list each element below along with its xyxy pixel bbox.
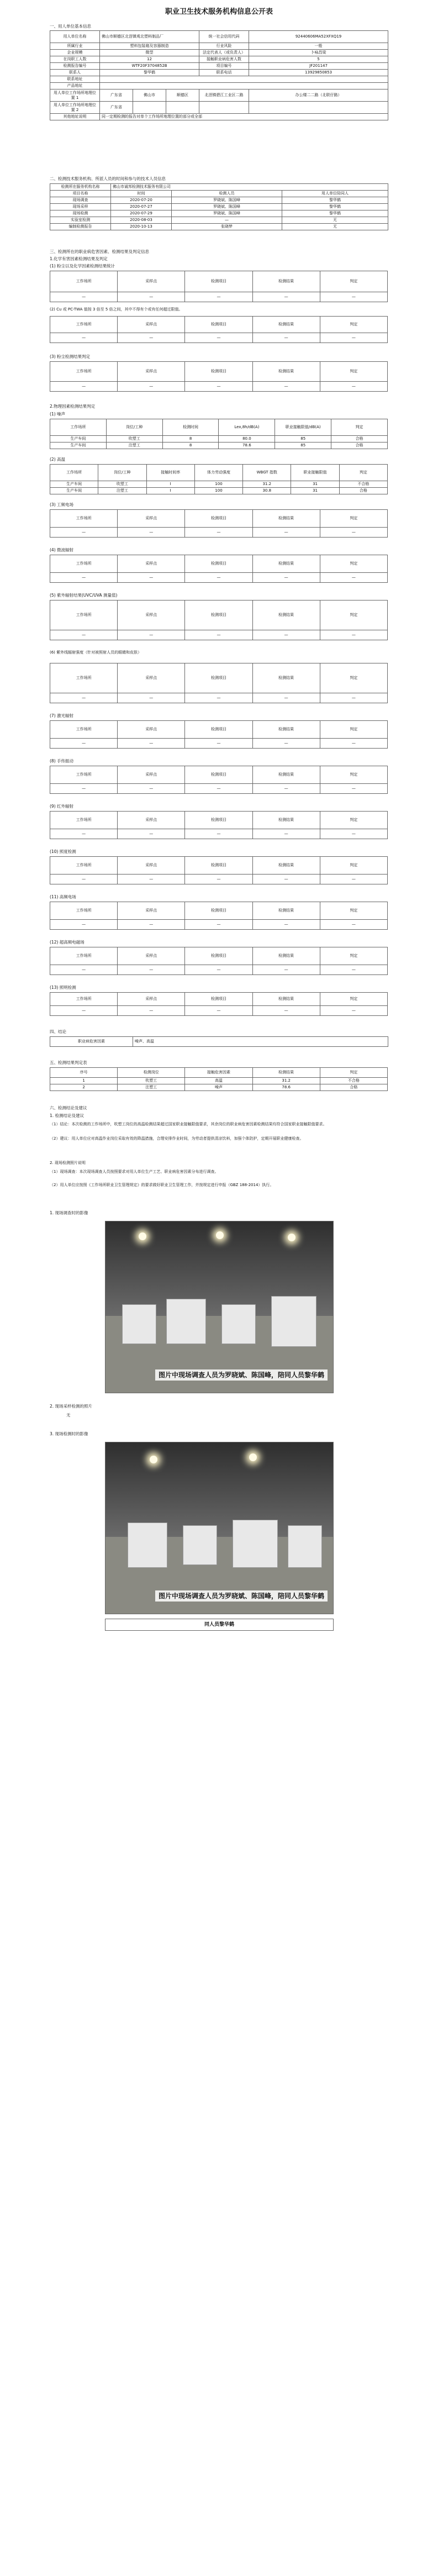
dust-table-2: 工作场所 采样点 检测项目 检测结果 判定 — — — — — bbox=[50, 316, 388, 343]
subheading: 3. 现场检测时的影像 bbox=[50, 1431, 88, 1436]
value: 噪声、高温 bbox=[133, 1037, 388, 1047]
section-6-heading: 六、检测结论及建议 bbox=[50, 1105, 87, 1110]
subheading: 1.化学有害因素检测结果及判定 bbox=[50, 256, 108, 261]
paragraph: 2. 现场检测照片说明 bbox=[50, 1161, 86, 1165]
dust-table: 工作场所 采样点 检测项目 检测结果 判定 — — — — — bbox=[50, 271, 388, 302]
label: 职业病危害因素 bbox=[50, 1037, 133, 1047]
lamp-icon bbox=[216, 1231, 224, 1239]
label: 企业规模 bbox=[50, 50, 100, 56]
label: 接触职业病危害人数 bbox=[199, 56, 249, 63]
uhf-table: 工作场所 采样点 检测项目 检测结果 判定 — — — — — bbox=[50, 947, 388, 975]
value: 卜咏昌梁 bbox=[249, 50, 388, 56]
subheading: (4) 微波辐射 bbox=[50, 547, 74, 552]
table-row: 2 注塑工 噪声 78.6 合格 bbox=[50, 1084, 388, 1091]
label: 用人单位工作场所地理位置 1 bbox=[50, 89, 100, 102]
label: 用人单位名称 bbox=[50, 31, 100, 43]
light-table: 工作场所 采样点 检测项目 检测结果 判定 — — — — — bbox=[50, 992, 388, 1016]
sign-box: 同人员黎华鹤 bbox=[105, 1619, 334, 1631]
label: 其他地址说明 bbox=[50, 114, 100, 120]
table-row: 1 吹塑工 高温 31.2 不合格 bbox=[50, 1078, 388, 1084]
value: 佛山市诚邦检测技术服务有限公司 bbox=[111, 184, 388, 191]
lamp-icon bbox=[288, 1234, 295, 1241]
label: 在岗职工人数 bbox=[50, 56, 100, 63]
uv-table: 工作场所 采样点 检测项目 检测结果 判定 — — — — — bbox=[50, 600, 388, 640]
note: (2) Cu 或 PC-TWA 值按 3 倍至 5 倍之间，其中不得有个或有任何超过限值。 bbox=[50, 307, 183, 312]
value: 13929850853 bbox=[249, 70, 388, 76]
label: 统一社会信用代码 bbox=[199, 31, 249, 43]
service-info-table bbox=[50, 183, 388, 230]
subheading: (3) 工频电场 bbox=[50, 502, 74, 507]
site-survey-photo bbox=[105, 1221, 334, 1393]
value: 同一定期检测的报告对单个工作场所地理位置的部分或全部 bbox=[100, 114, 388, 120]
subheading: 1. 现场调查时的影像 bbox=[50, 1210, 88, 1215]
subheading: (1) 粉尘以及化学因素检测结果统计 bbox=[50, 264, 115, 268]
subheading: (5) 紫外辐射结果(UVC/UVA 测量值) bbox=[50, 593, 118, 598]
vibration-table: 工作场所 采样点 检测项目 检测结果 判定 — — — — — bbox=[50, 766, 388, 794]
photo-caption: 图片中现场调查人员为罗晓斌、陈国峰，陪同人员黎华鹤 bbox=[155, 1369, 328, 1381]
table-row: 生产车间 注塑工 I 100 30.8 31 合格 bbox=[50, 488, 388, 494]
label: 联系电话 bbox=[199, 70, 249, 76]
value: 顺德区 bbox=[166, 89, 199, 102]
value: 12 bbox=[100, 56, 199, 63]
paragraph: （1）结论：本次检测的工作场所中，吹塑工岗位的高温检测结果超过国家职业接触限值要求，其余岗位的职业病危害因素检测结果均符合国家职业接触限值要求。 bbox=[50, 1122, 327, 1126]
value: 办公楼二二路（北联仔路） bbox=[249, 89, 388, 102]
page-title: 职业卫生技术服务机构信息公开表 bbox=[165, 8, 273, 16]
label: 检测所在服务机构名称 bbox=[50, 184, 111, 191]
lamp-icon bbox=[150, 1456, 157, 1463]
value: 一般 bbox=[249, 43, 388, 50]
table-row: 生产车间 注塑工 8 78.6 85 合格 bbox=[50, 442, 388, 449]
subheading: (9) 红外辐射 bbox=[50, 804, 74, 809]
col-header: 时间 bbox=[111, 191, 172, 197]
subheading: 1. 检测结论及建议 bbox=[50, 1113, 85, 1118]
result-table: 序号 检测岗位 接触危害因素 检测结果 判定 1 吹塑工 高温 31.2 不合格 2 注塑工 噪声 78.6 合格 bbox=[50, 1067, 388, 1091]
subheading: 2.物理因素检测结果判定 bbox=[50, 404, 96, 409]
label: 联系地址 bbox=[50, 76, 100, 83]
value: 广东省 bbox=[100, 89, 133, 102]
value: 广东省 bbox=[100, 102, 133, 114]
paragraph: （2）建议：用人单位应对高温作业岗位采取有效的降温措施，合理安排作业时间，为劳动者提供清凉饮料，加强个体防护，定期开展职业健康检查。 bbox=[50, 1136, 304, 1141]
laser-table: 工作场所 采样点 检测项目 检测结果 判定 — — — — — bbox=[50, 720, 388, 749]
value: 黎华鹤 bbox=[100, 70, 199, 76]
label: 联系人 bbox=[50, 70, 100, 76]
section-5-heading: 五、检测结果判定表 bbox=[50, 1060, 87, 1065]
mw-table: 工作场所 采样点 检测项目 检测结果 判定 — — — — — bbox=[50, 555, 388, 583]
value: 佛山市 bbox=[133, 89, 166, 102]
subheading: (2) 高温 bbox=[50, 457, 66, 462]
section-2-heading: 二、检测技术服务机构、所派人员的时间和参与的技术人员信息 bbox=[50, 176, 166, 181]
illum-table: 工作场所 采样点 检测项目 检测结果 判定 — — — — — bbox=[50, 856, 388, 884]
value: 92440606MA52XFXQ19 bbox=[249, 31, 388, 43]
value: 5 bbox=[249, 56, 388, 63]
paragraph: （1）现场调查：本次现场调查人员按照要求对用人单位生产工艺、职业病危害因素分布进行调查。 bbox=[50, 1170, 219, 1174]
table-row: 编制检测报告 2020-10-13 张晓梦 无 bbox=[50, 224, 388, 230]
section-4-heading: 四、结论 bbox=[50, 1029, 66, 1034]
noise-table: 工作场所 岗位/工种 检测时间 Lex,8h/dB(A) 职业接触限值/dB(A) 判定 生产车间 吹塑工 8 80.0 85 合格 生产车间 注塑工 8 78.6 85 合格 bbox=[50, 419, 388, 449]
unit-info-table bbox=[50, 30, 388, 120]
col-header: 项目名称 bbox=[50, 191, 111, 197]
value: JF201147 bbox=[249, 63, 388, 70]
col-header: 检测人员 bbox=[172, 191, 282, 197]
subheading: (11) 高频电场 bbox=[50, 894, 76, 899]
site-detect-photo bbox=[105, 1442, 334, 1614]
table-row: 生产车间 吹塑工 8 80.0 85 合格 bbox=[50, 436, 388, 442]
rf-table: 工作场所 采样点 检测项目 检测结果 判定 — — — — — bbox=[50, 509, 388, 538]
label: 用人单位工作场所地理位置 2 bbox=[50, 102, 100, 114]
uvb-table: 工作场所 采样点 检测项目 检测结果 判定 — — — — — bbox=[50, 663, 388, 703]
section-3-heading: 三、检测所在的职业病危害因素、检测结果及判定信息 bbox=[50, 249, 149, 254]
paragraph: （2）用人单位应按照《工作场所职业卫生管理规定》的要求做好职业卫生管理工作，并按规定进行申报（GBZ 188-2014）执行。 bbox=[50, 1183, 274, 1187]
heat-table: 工作场所 岗位/工种 接触时间率 体力劳动强度 WBGT 指数 职业接触限值 判定 生产车间 吹塑工 I 100 31.2 31 不合格 生产车间 注塑工 I 100 30.8 31 合格 bbox=[50, 464, 388, 494]
value: 塑料包装箱及容器制造 bbox=[100, 43, 199, 50]
value: 北滘镇碧江工业区二路 bbox=[199, 89, 249, 102]
lamp-icon bbox=[139, 1232, 146, 1240]
subheading: (13) 照明检测 bbox=[50, 985, 76, 990]
label: 项目编号 bbox=[199, 63, 249, 70]
label: 法定代表人（或负责人） bbox=[199, 50, 249, 56]
label: 检测报告编号 bbox=[50, 63, 100, 70]
subheading: 2. 现场采样检测的照片 bbox=[50, 1404, 93, 1409]
table-row: 现场调查 2020-07-20 罗晓斌、陈国峰 黎华鹤 bbox=[50, 197, 388, 204]
lamp-icon bbox=[249, 1453, 257, 1461]
subheading: (12) 超高频电磁场 bbox=[50, 940, 85, 945]
subheading: (7) 激光辐射 bbox=[50, 713, 74, 718]
subheading: (3) 粉尘检测结果判定 bbox=[50, 354, 91, 359]
subheading: (10) 照度检测 bbox=[50, 849, 76, 854]
value: 无 bbox=[66, 1413, 71, 1418]
label: 所属行业 bbox=[50, 43, 100, 50]
table-row: 现场检测 2020-07-29 罗晓斌、陈国峰 黎华鹤 bbox=[50, 210, 388, 217]
section-1-heading: 一、用人单位基本信息 bbox=[50, 24, 91, 29]
value: WTF20F3704852B bbox=[100, 63, 199, 70]
label: 产品地址 bbox=[50, 83, 100, 89]
col-header: 用人单位陪同人 bbox=[282, 191, 388, 197]
table-row: 实验室检测 2020-08-03 — 无 bbox=[50, 217, 388, 224]
table-row: 现场采样 2020-07-27 罗晓斌、陈国峰 黎华鹤 bbox=[50, 204, 388, 210]
subheading: (6) 紫外线辐射强度（针对被照射人员的眼睛和皮肤） bbox=[50, 650, 142, 655]
table-row: 生产车间 吹塑工 I 100 31.2 31 不合格 bbox=[50, 481, 388, 488]
ir-table: 工作场所 采样点 检测项目 检测结果 判定 — — — — — bbox=[50, 811, 388, 839]
photo-caption: 图片中现场调查人员为罗晓斌、陈国峰，陪同人员黎华鹤 bbox=[155, 1590, 328, 1602]
label: 行业风险 bbox=[199, 43, 249, 50]
subheading: (1) 噪声 bbox=[50, 412, 66, 417]
value: 佛山市顺德区北滘镇观北塑料制品厂 bbox=[100, 31, 199, 43]
subheading: (8) 手传振动 bbox=[50, 758, 74, 763]
conclusion-table bbox=[50, 1036, 388, 1047]
value: 微型 bbox=[100, 50, 199, 56]
hf-table: 工作场所 采样点 检测项目 检测结果 判定 — — — — — bbox=[50, 902, 388, 930]
dust-table-3: 工作场所 采样点 检测项目 检测结果 判定 — — — — — bbox=[50, 361, 388, 392]
